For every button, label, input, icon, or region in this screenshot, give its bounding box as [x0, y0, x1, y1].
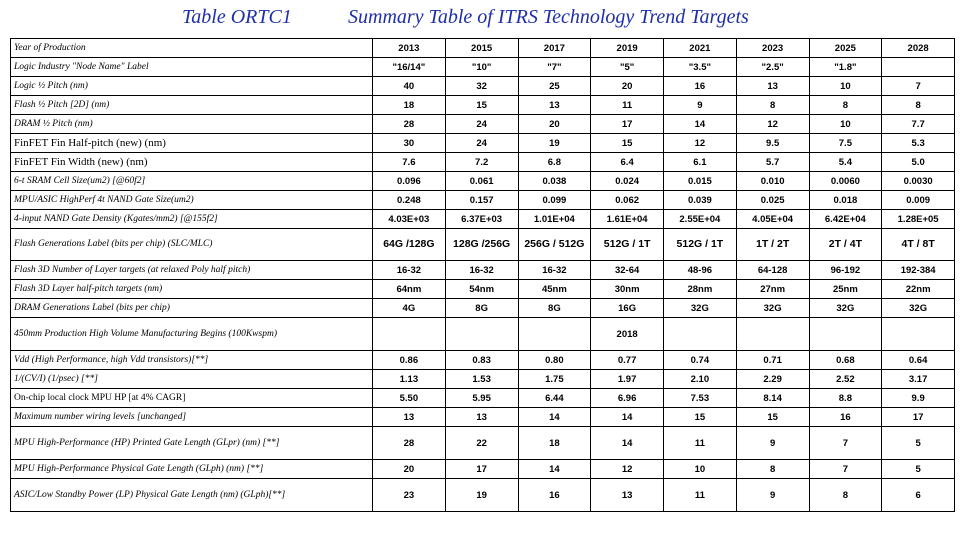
table-cell: 6.96: [591, 389, 664, 408]
table-cell: 32G: [809, 299, 882, 318]
table-cell: 5.50: [373, 389, 446, 408]
table-cell: 10: [809, 77, 882, 96]
table-cell: 5: [882, 460, 955, 479]
table-cell: 0.062: [591, 191, 664, 210]
row-label: Logic Industry "Node Name" Label: [11, 58, 373, 77]
row-label: FinFET Fin Half-pitch (new) (nm): [11, 134, 373, 153]
table-cell: 16: [809, 408, 882, 427]
table-cell: 6.8: [518, 153, 591, 172]
table-row: [11, 58, 955, 77]
table-cell: 13: [591, 479, 664, 512]
table-cell: 0.039: [664, 191, 737, 210]
table-cell: 64nm: [373, 280, 446, 299]
table-cell: 32: [445, 77, 518, 96]
table-row: [11, 370, 955, 389]
row-label: On-chip local clock MPU HP [at 4% CAGR]: [11, 389, 373, 408]
table-cell: 0.248: [373, 191, 446, 210]
table-cell: 16: [518, 479, 591, 512]
table-cell: 9.9: [882, 389, 955, 408]
table-title: Summary Table of ITRS Technology Trend Targets: [348, 6, 749, 28]
table-cell: 19: [445, 479, 518, 512]
table-cell: 12: [736, 115, 809, 134]
table-cell: 0.009: [882, 191, 955, 210]
table-cell: 7.2: [445, 153, 518, 172]
table-cell: [882, 58, 955, 77]
table-cell: 15: [591, 134, 664, 153]
row-label: Flash 3D Layer half-pitch targets (nm): [11, 280, 373, 299]
table-cell: [373, 318, 446, 351]
table-row: [11, 77, 955, 96]
table-cell: 8: [882, 96, 955, 115]
row-label: 6-t SRAM Cell Size(um2) [@60f2]: [11, 172, 373, 191]
table-cell: 7: [809, 427, 882, 460]
table-cell: "16/14": [373, 58, 446, 77]
table-cell: 2.29: [736, 370, 809, 389]
table-cell: 20: [373, 460, 446, 479]
table-cell: 7.6: [373, 153, 446, 172]
table-cell: 13: [736, 77, 809, 96]
table-cell: 2019: [591, 39, 664, 58]
row-label: MPU High-Performance Physical Gate Length (GLph) (nm) [**]: [11, 460, 373, 479]
table-cell: 12: [591, 460, 664, 479]
table-row: [11, 299, 955, 318]
row-label: DRAM Generations Label (bits per chip): [11, 299, 373, 318]
table-cell: 17: [445, 460, 518, 479]
table-cell: 96-192: [809, 261, 882, 280]
table-cell: 0.157: [445, 191, 518, 210]
table-cell: 30nm: [591, 280, 664, 299]
row-label: DRAM ½ Pitch (nm): [11, 115, 373, 134]
table-cell: 22nm: [882, 280, 955, 299]
table-cell: 14: [664, 115, 737, 134]
table-cell: 2023: [736, 39, 809, 58]
table-cell: 9: [736, 479, 809, 512]
table-cell: 27nm: [736, 280, 809, 299]
table-cell: 1T / 2T: [736, 229, 809, 261]
table-cell: 15: [664, 408, 737, 427]
table-cell: 1.01E+04: [518, 210, 591, 229]
table-row: [11, 191, 955, 210]
table-cell: 0.80: [518, 351, 591, 370]
table-cell: 28: [373, 427, 446, 460]
table-cell: 14: [591, 427, 664, 460]
table-cell: 7: [809, 460, 882, 479]
table-cell: 14: [518, 408, 591, 427]
table-cell: 23: [373, 479, 446, 512]
table-cell: 28nm: [664, 280, 737, 299]
table-cell: 15: [445, 96, 518, 115]
table-id: Table ORTC1: [182, 6, 292, 28]
table-cell: 1.28E+05: [882, 210, 955, 229]
table-row: [11, 172, 955, 191]
table-cell: 512G / 1T: [664, 229, 737, 261]
table-row: [11, 115, 955, 134]
table-row: [11, 479, 955, 512]
table-cell: 24: [445, 115, 518, 134]
table-cell: 8G: [518, 299, 591, 318]
table-cell: 2.55E+04: [664, 210, 737, 229]
table-cell: 0.77: [591, 351, 664, 370]
table-cell: [664, 318, 737, 351]
table-cell: 0.83: [445, 351, 518, 370]
table-cell: 48-96: [664, 261, 737, 280]
table-cell: "3.5": [664, 58, 737, 77]
table-cell: 0.0030: [882, 172, 955, 191]
table-cell: [809, 318, 882, 351]
row-label: Maximum number wiring levels [unchanged]: [11, 408, 373, 427]
table-cell: 0.024: [591, 172, 664, 191]
table-cell: 11: [664, 479, 737, 512]
table-cell: 8.8: [809, 389, 882, 408]
row-label: 450mm Production High Volume Manufacturing Begins (100Kwspm): [11, 318, 373, 351]
row-label: 1/(CV/I) (1/psec) [**]: [11, 370, 373, 389]
table-cell: 2021: [664, 39, 737, 58]
table-cell: 18: [373, 96, 446, 115]
row-label: Year of Production: [11, 39, 373, 58]
table-cell: 9: [736, 427, 809, 460]
table-cell: 22: [445, 427, 518, 460]
row-label: MPU/ASIC HighPerf 4t NAND Gate Size(um2): [11, 191, 373, 210]
table-cell: 16G: [591, 299, 664, 318]
table-cell: 7.5: [809, 134, 882, 153]
trend-table: [10, 38, 955, 512]
table-cell: 0.096: [373, 172, 446, 191]
table-cell: 11: [591, 96, 664, 115]
table-cell: 28: [373, 115, 446, 134]
table-cell: 18: [518, 427, 591, 460]
table-cell: 6: [882, 479, 955, 512]
table-row: [11, 318, 955, 351]
table-cell: 2025: [809, 39, 882, 58]
table-cell: 12: [664, 134, 737, 153]
table-cell: 2015: [445, 39, 518, 58]
table-cell: 32G: [882, 299, 955, 318]
table-cell: 1.13: [373, 370, 446, 389]
table-cell: 192-384: [882, 261, 955, 280]
table-cell: 0.0060: [809, 172, 882, 191]
table-row: [11, 210, 955, 229]
table-cell: 16-32: [373, 261, 446, 280]
table-cell: 40: [373, 77, 446, 96]
row-label: Vdd (High Performance, high Vdd transistors)[**]: [11, 351, 373, 370]
table-cell: "1.8": [809, 58, 882, 77]
table-cell: 24: [445, 134, 518, 153]
table-cell: 512G / 1T: [591, 229, 664, 261]
table-cell: 64-128: [736, 261, 809, 280]
table-cell: 13: [373, 408, 446, 427]
table-cell: 0.71: [736, 351, 809, 370]
row-label: 4-input NAND Gate Density (Kgates/mm2) [@155f2]: [11, 210, 373, 229]
table-cell: 0.099: [518, 191, 591, 210]
table-cell: 2.52: [809, 370, 882, 389]
row-label: FinFET Fin Width (new) (nm): [11, 153, 373, 172]
table-cell: 54nm: [445, 280, 518, 299]
table-cell: 14: [518, 460, 591, 479]
table-cell: 2017: [518, 39, 591, 58]
table-cell: 2018: [591, 318, 664, 351]
table-cell: 16-32: [445, 261, 518, 280]
table-cell: 0.64: [882, 351, 955, 370]
table-cell: 0.015: [664, 172, 737, 191]
table-cell: 7.7: [882, 115, 955, 134]
table-cell: 1.97: [591, 370, 664, 389]
table-cell: 5.3: [882, 134, 955, 153]
table-cell: 7.53: [664, 389, 737, 408]
table-cell: [882, 318, 955, 351]
row-label: Flash Generations Label (bits per chip) (SLC/MLC): [11, 229, 373, 261]
table-row: [11, 153, 955, 172]
table-cell: 8: [809, 96, 882, 115]
table-cell: 32-64: [591, 261, 664, 280]
table-row: [11, 280, 955, 299]
table-cell: 20: [591, 77, 664, 96]
table-cell: 20: [518, 115, 591, 134]
table-cell: 4T / 8T: [882, 229, 955, 261]
table-cell: 32G: [664, 299, 737, 318]
table-cell: 6.44: [518, 389, 591, 408]
row-label: MPU High-Performance (HP) Printed Gate Length (GLpr) (nm) [**]: [11, 427, 373, 460]
table-cell: 3.17: [882, 370, 955, 389]
row-label: Logic ½ Pitch (nm): [11, 77, 373, 96]
table-cell: 19: [518, 134, 591, 153]
table-cell: 256G / 512G: [518, 229, 591, 261]
table-cell: 128G /256G: [445, 229, 518, 261]
table-row: [11, 96, 955, 115]
table-cell: 1.53: [445, 370, 518, 389]
table-row: [11, 134, 955, 153]
table-cell: 13: [518, 96, 591, 115]
row-label: Flash 3D Number of Layer targets (at relaxed Poly half pitch): [11, 261, 373, 280]
table-row: [11, 460, 955, 479]
table-cell: 1.75: [518, 370, 591, 389]
table-cell: 11: [664, 427, 737, 460]
table-cell: "5": [591, 58, 664, 77]
table-row: [11, 427, 955, 460]
table-cell: 25nm: [809, 280, 882, 299]
table-cell: 8: [736, 460, 809, 479]
table-cell: 64G /128G: [373, 229, 446, 261]
table-cell: [518, 318, 591, 351]
table-row: [11, 389, 955, 408]
table-cell: 5: [882, 427, 955, 460]
table-cell: "10": [445, 58, 518, 77]
table-cell: 17: [591, 115, 664, 134]
table-row: [11, 351, 955, 370]
table-cell: 0.061: [445, 172, 518, 191]
table-cell: 0.018: [809, 191, 882, 210]
table-cell: 0.68: [809, 351, 882, 370]
table-cell: [445, 318, 518, 351]
table-cell: [736, 318, 809, 351]
table-cell: 30: [373, 134, 446, 153]
table-cell: 8: [809, 479, 882, 512]
table-cell: 6.1: [664, 153, 737, 172]
table-title-bar: [0, 4, 960, 32]
table-row: [11, 229, 955, 261]
table-cell: 25: [518, 77, 591, 96]
table-cell: 13: [445, 408, 518, 427]
table-cell: 6.42E+04: [809, 210, 882, 229]
table-cell: 4G: [373, 299, 446, 318]
table-cell: 2T / 4T: [809, 229, 882, 261]
table-cell: "2.5": [736, 58, 809, 77]
table-cell: 9.5: [736, 134, 809, 153]
table-cell: 0.010: [736, 172, 809, 191]
table-cell: 5.0: [882, 153, 955, 172]
table-cell: 4.05E+04: [736, 210, 809, 229]
table-cell: 32G: [736, 299, 809, 318]
header-row: [11, 39, 955, 58]
table-cell: 15: [736, 408, 809, 427]
table-cell: 0.74: [664, 351, 737, 370]
table-cell: 0.86: [373, 351, 446, 370]
row-label: Flash ½ Pitch [2D] (nm): [11, 96, 373, 115]
table-cell: 4.03E+03: [373, 210, 446, 229]
table-cell: 5.4: [809, 153, 882, 172]
table-row: [11, 261, 955, 280]
table-cell: 9: [664, 96, 737, 115]
table-cell: 8.14: [736, 389, 809, 408]
table-cell: 14: [591, 408, 664, 427]
table-cell: 5.7: [736, 153, 809, 172]
table-cell: 0.038: [518, 172, 591, 191]
table-cell: 5.95: [445, 389, 518, 408]
table-cell: 2.10: [664, 370, 737, 389]
table-cell: 6.4: [591, 153, 664, 172]
table-cell: 8: [736, 96, 809, 115]
table-cell: 1.61E+04: [591, 210, 664, 229]
table-cell: 6.37E+03: [445, 210, 518, 229]
table-cell: 16: [664, 77, 737, 96]
table-row: [11, 408, 955, 427]
row-label: ASIC/Low Standby Power (LP) Physical Gate Length (nm) (GLph)[**]: [11, 479, 373, 512]
table-cell: 2028: [882, 39, 955, 58]
table-cell: 8G: [445, 299, 518, 318]
table-cell: 0.025: [736, 191, 809, 210]
table-cell: 17: [882, 408, 955, 427]
table-cell: 2013: [373, 39, 446, 58]
table-cell: 16-32: [518, 261, 591, 280]
table-cell: "7": [518, 58, 591, 77]
table-cell: 7: [882, 77, 955, 96]
table-cell: 10: [809, 115, 882, 134]
table-cell: 10: [664, 460, 737, 479]
table-cell: 45nm: [518, 280, 591, 299]
